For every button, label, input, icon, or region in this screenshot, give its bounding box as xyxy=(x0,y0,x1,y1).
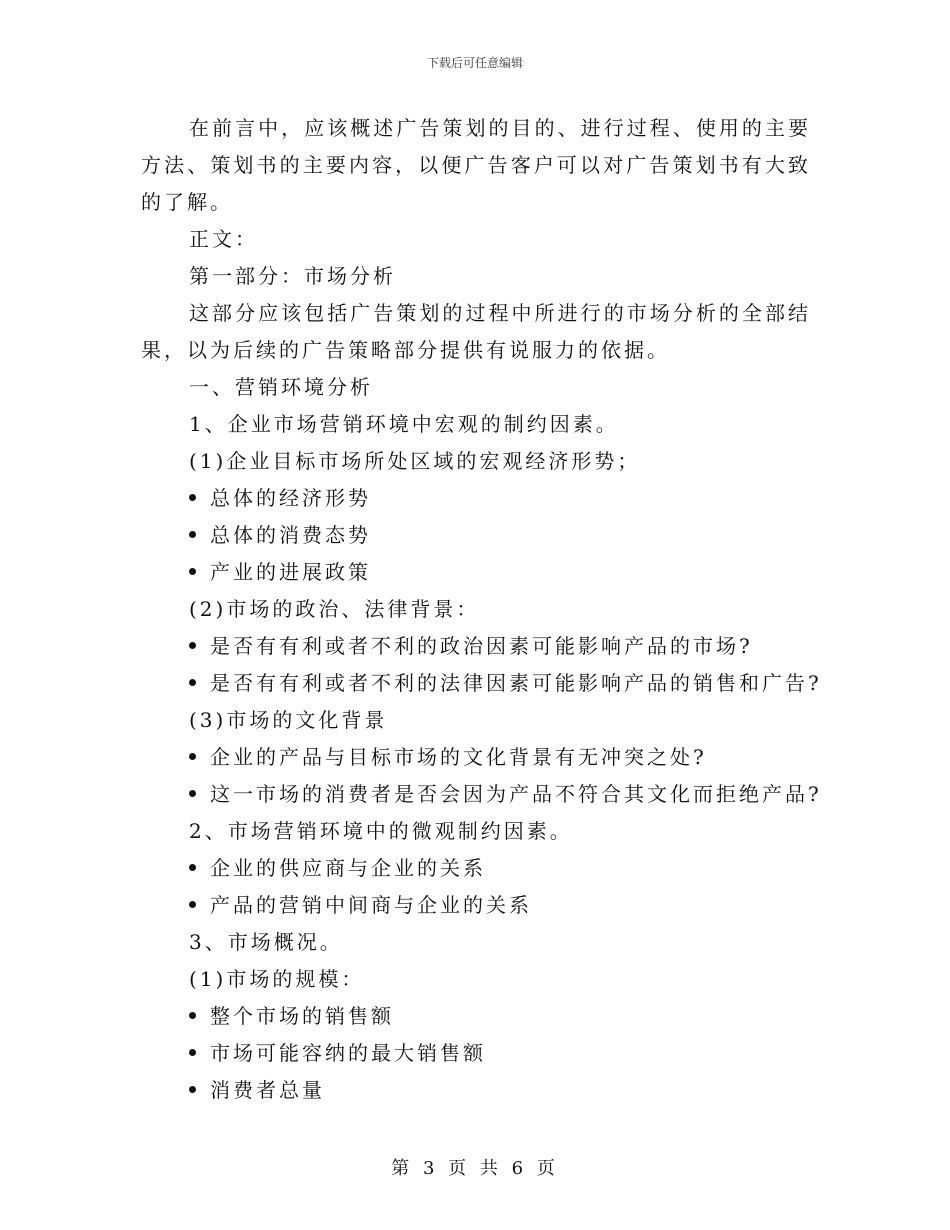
subitem-heading-culture: (3)市场的文化背景 xyxy=(189,708,388,732)
intro-paragraph: 在前言中，应该概述广告策划的目的、进行过程、使用的主要方法、策划书的主要内容，以便广告客户可以对广告策划书有大致的了解。 xyxy=(141,116,811,214)
bullet-icon xyxy=(189,531,196,538)
page-number-footer: 第 3 页 共 6 页 xyxy=(391,1158,559,1179)
subitem-heading-economy: (1)企业目标市场所处区域的宏观经济形势； xyxy=(189,449,641,473)
list-item: 企业的供应商与企业的关系 xyxy=(141,850,811,887)
list-item: 是否有有利或者不利的政治因素可能影响产品的市场? xyxy=(141,628,811,665)
part-one-description: 这部分应该包括广告策划的过程中所进行的市场分析的全部结果，以为后续的广告策略部分提供有说服力的依据。 xyxy=(141,301,811,362)
bullet-icon xyxy=(189,790,196,797)
list-item: 是否有有利或者不利的法律因素可能影响产品的销售和广告? xyxy=(141,665,811,702)
section-heading-marketing-environment: 一、营销环境分析 xyxy=(189,375,373,399)
item-heading-macro-factors: 1、企业市场营销环境中宏观的制约因素。 xyxy=(189,412,619,436)
item-heading-market-overview: 3、市场概况。 xyxy=(189,930,343,954)
bullet-icon xyxy=(189,642,196,649)
bullet-icon xyxy=(189,568,196,575)
subitem-heading-politics-law: (2)市场的政治、法律背景： xyxy=(189,597,480,621)
list-item: 整个市场的销售额 xyxy=(141,998,811,1035)
list-item: 消费者总量 xyxy=(141,1072,811,1109)
list-item: 产品的营销中间商与企业的关系 xyxy=(141,887,811,924)
list-item: 这一市场的消费者是否会因为产品不符合其文化而拒绝产品? xyxy=(141,776,811,813)
item-heading-micro-factors: 2、市场营销环境中的微观制约因素。 xyxy=(189,819,573,843)
bullet-icon xyxy=(189,494,196,501)
subitem-heading-market-scale: (1)市场的规模： xyxy=(189,967,365,991)
part-one-heading: 第一部分：市场分析 xyxy=(189,264,396,288)
list-item: 总体的经济形势 xyxy=(141,480,811,517)
list-item: 产业的进展政策 xyxy=(141,554,811,591)
bullet-icon xyxy=(189,753,196,760)
list-item: 总体的消费态势 xyxy=(141,517,811,554)
page-header: 下载后可任意编辑 xyxy=(426,56,523,70)
body-title: 正文： xyxy=(189,227,258,251)
bullet-icon xyxy=(189,901,196,908)
bullet-icon xyxy=(189,864,196,871)
document-body xyxy=(141,110,822,1109)
bullet-icon xyxy=(189,1049,196,1056)
bullet-icon xyxy=(189,679,196,686)
list-item: 市场可能容纳的最大销售额 xyxy=(141,1035,811,1072)
bullet-icon xyxy=(189,1086,196,1093)
bullet-icon xyxy=(189,1012,196,1019)
list-item: 企业的产品与目标市场的文化背景有无冲突之处? xyxy=(141,739,811,776)
